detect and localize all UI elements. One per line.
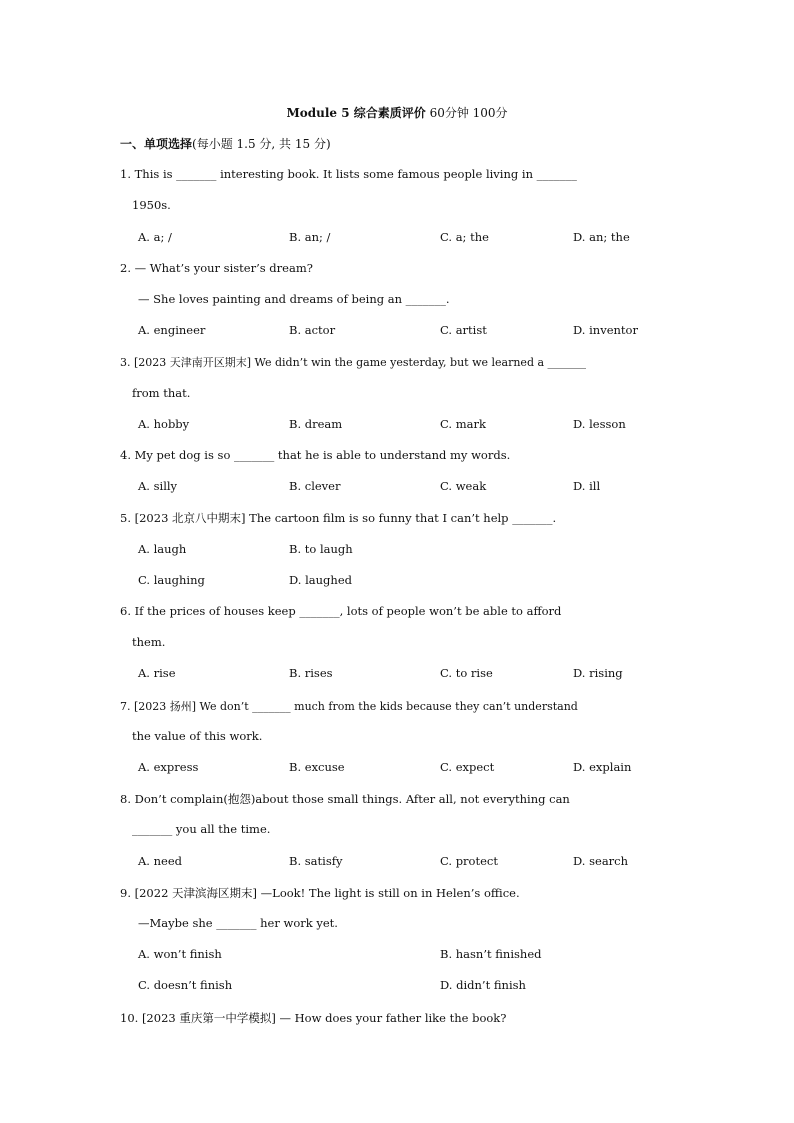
- question-5-stem: 5. [2023 北京八中期末] The cartoon film is so funny that I can’t help _______.: [120, 511, 557, 525]
- question-9-stem: 9. [2022 天津滨海区期末] —Look! The light is still on in Helen’s office.: [120, 886, 520, 900]
- section-heading: [120, 135, 331, 152]
- q7-option-b: B. excuse: [289, 760, 345, 774]
- question-4-stem: 4. My pet dog is so _______ that he is able to understand my words.: [120, 448, 511, 462]
- q5-option-d: D. laughed: [289, 573, 352, 587]
- title-main: Module 5 综合素质评价: [286, 106, 426, 120]
- question-3-stem: 3. [2023 天津南开区期末] We didn’t win the game yesterday, but we learned a _______: [120, 356, 587, 369]
- question-3-stem-cont: from that.: [132, 386, 191, 400]
- q2-option-b: B. actor: [289, 323, 336, 337]
- q9-option-c: C. doesn’t finish: [138, 978, 233, 992]
- question-2-stem-cont: — She loves painting and dreams of being an _______.: [138, 292, 450, 306]
- question-6-stem: 6. If the prices of houses keep _______, lots of people won’t be able to afford: [120, 604, 562, 618]
- q8-option-b: B. satisfy: [289, 854, 343, 868]
- question-7-stem: 7. [2023 扬州] We don’t _______ much from the kids because they can’t understand: [120, 700, 578, 713]
- q1-option-c: C. a; the: [440, 230, 489, 244]
- q6-option-b: B. rises: [289, 666, 333, 680]
- question-1-stem-cont: 1950s.: [132, 198, 171, 212]
- q9-option-d: D. didn’t finish: [440, 978, 526, 992]
- q4-option-b: B. clever: [289, 479, 341, 493]
- question-7-stem-cont: the value of this work.: [132, 729, 263, 743]
- q7-option-d: D. explain: [573, 760, 632, 774]
- question-6-stem-cont: them.: [132, 635, 166, 649]
- q5-option-c: C. laughing: [138, 573, 205, 587]
- q2-option-d: D. inventor: [573, 323, 638, 337]
- q2-option-c: C. artist: [440, 323, 487, 337]
- q4-option-c: C. weak: [440, 479, 487, 493]
- page-title: [0, 104, 794, 121]
- q3-option-b: B. dream: [289, 417, 343, 431]
- q4-option-d: D. ill: [573, 479, 601, 493]
- q7-option-a: A. express: [138, 760, 199, 774]
- section-title: 一、单项选择: [120, 137, 193, 151]
- q8-option-d: D. search: [573, 854, 629, 868]
- q3-option-d: D. lesson: [573, 417, 626, 431]
- question-8-stem: 8. Don’t complain(抱怨)about those small things. After all, not everything can: [120, 792, 570, 806]
- q3-option-c: C. mark: [440, 417, 486, 431]
- q9-option-b: B. hasn’t finished: [440, 947, 542, 961]
- question-9-stem-cont: —Maybe she _______ her work yet.: [138, 916, 338, 930]
- q9-option-a: A. won’t finish: [138, 947, 222, 961]
- q1-option-a: A. a; /: [138, 230, 172, 244]
- question-10-stem: 10. [2023 重庆第一中学模拟] — How does your father like the book?: [120, 1011, 507, 1025]
- q7-option-c: C. expect: [440, 760, 495, 774]
- title-sub: 60分钟 100分: [425, 106, 508, 120]
- q6-option-d: D. rising: [573, 666, 623, 680]
- q6-option-a: A. rise: [138, 666, 176, 680]
- q5-option-a: A. laugh: [138, 542, 187, 556]
- section-note: (每小题 1.5 分, 共 15 分): [192, 137, 331, 151]
- q1-option-b: B. an; /: [289, 230, 331, 244]
- q5-option-b: B. to laugh: [289, 542, 353, 556]
- question-1-stem: 1. This is _______ interesting book. It lists some famous people living in _______: [120, 167, 577, 181]
- q1-option-d: D. an; the: [573, 230, 630, 244]
- question-2-stem: 2. — What’s your sister’s dream?: [120, 261, 313, 275]
- q6-option-c: C. to rise: [440, 666, 493, 680]
- q8-option-c: C. protect: [440, 854, 498, 868]
- q4-option-a: A. silly: [138, 479, 178, 493]
- question-8-stem-cont: _______ you all the time.: [132, 822, 271, 836]
- q3-option-a: A. hobby: [138, 417, 190, 431]
- q2-option-a: A. engineer: [138, 323, 206, 337]
- q8-option-a: A. need: [138, 854, 182, 868]
